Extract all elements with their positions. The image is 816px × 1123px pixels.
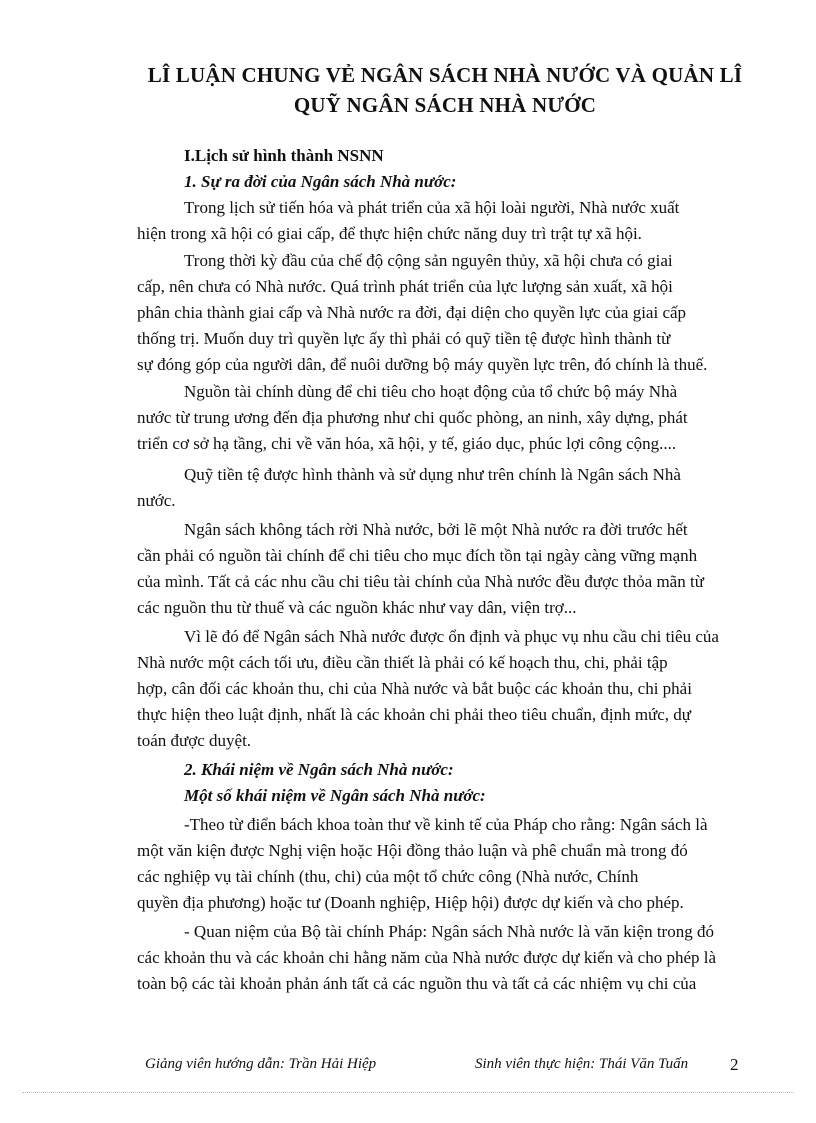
paragraph-line: sự đóng góp của người dân, để nuôi dưỡng bộ máy quyền lực trên, đó chính là thuế. — [137, 355, 708, 374]
paragraph-line: Ngân sách không tách rời Nhà nước, bởi lẽ một Nhà nước ra đời trước hết — [184, 520, 688, 539]
heading-subsection-1: 1. Sự ra đời của Ngân sách Nhà nước: — [184, 172, 457, 191]
footer-instructor: Giảng viên hướng dẫn: Trần Hải Hiệp — [145, 1056, 377, 1072]
page-bottom-divider — [22, 1092, 794, 1093]
paragraph-line: -Theo từ điển bách khoa toàn thư về kinh tế của Pháp cho rằng: Ngân sách là — [184, 815, 708, 834]
paragraph-line: - Quan niệm của Bộ tài chính Pháp: Ngân sách Nhà nước là văn kiện trong đó — [184, 922, 714, 941]
document-title-line-1: LÎ LUẬN CHUNG VẺ NGÂN SÁCH NHÀ NƯỚC VÀ QUẢN LÎ — [147, 63, 743, 87]
paragraph-line: các nghiệp vụ tài chính (thu, chi) của một tổ chức công (Nhà nước, Chính — [137, 867, 639, 886]
paragraph-line: quyền địa phương) hoặc tư (Doanh nghiệp, Hiệp hội) được dự kiến và cho phép. — [137, 893, 684, 912]
paragraph-line: của mình. Tất cả các nhu cầu chi tiêu tài chính của Nhà nước đều được thỏa mãn từ — [137, 572, 704, 591]
page-number: 2 — [730, 1055, 739, 1074]
paragraph-line: một văn kiện được Nghị viện hoặc Hội đồng thảo luận và phê chuẩn mà trong đó — [137, 841, 688, 860]
paragraph-line: Vì lẽ đó để Ngân sách Nhà nước được ổn định và phục vụ nhu cầu chi tiêu của — [184, 627, 719, 646]
paragraph-line: hiện trong xã hội có giai cấp, để thực hiện chức năng duy trì trật tự xã hội. — [137, 224, 642, 243]
paragraph-line: triển cơ sở hạ tầng, chi về văn hóa, xã hội, y tế, giáo dục, phúc lợi công cộng.... — [137, 434, 677, 453]
paragraph-line: Nguồn tài chính dùng để chi tiêu cho hoạt động của tổ chức bộ máy Nhà — [184, 382, 678, 401]
paragraph-line: các nguồn thu từ thuế và các nguồn khác như vay dân, viện trợ... — [137, 598, 577, 617]
paragraph-line: thống trị. Muốn duy trì quyền lực ấy thì phải có quỹ tiền tệ được hình thành từ — [137, 329, 671, 348]
paragraph-line: phân chia thành giai cấp và Nhà nước ra đời, đại diện cho quyền lực của giai cấp — [137, 303, 687, 322]
footer-student: Sinh viên thực hiện: Thái Văn Tuấn — [475, 1056, 689, 1072]
paragraph-line: các khoản thu và các khoản chi hằng năm của Nhà nước được dự kiến và cho phép là — [137, 948, 717, 967]
paragraph-line: Nhà nước một cách tối ưu, điều cần thiết là phải có kế hoạch thu, chi, phải tập — [137, 653, 668, 672]
paragraph-line: nước từ trung ương đến địa phương như chi quốc phòng, an ninh, xây dựng, phát — [137, 408, 688, 427]
document-title-line-2: QUỸ NGÂN SÁCH NHÀ NƯỚC — [293, 93, 597, 117]
paragraph-line: Trong lịch sử tiến hóa và phát triển của xã hội loài người, Nhà nước xuất — [184, 198, 680, 217]
heading-subsection-2-sub: Một số khái niệm về Ngân sách Nhà nước: — [184, 786, 486, 805]
paragraph-line: hợp, cân đối các khoản thu, chi của Nhà nước và bắt buộc các khoản thu, chi phải — [137, 679, 692, 698]
paragraph-line: cần phải có nguồn tài chính để chi tiêu cho mục đích tồn tại ngày càng vững mạnh — [137, 546, 698, 565]
heading-section-1: I.Lịch sử hình thành NSNN — [184, 146, 384, 165]
paragraph-line: thực hiện theo luật định, nhất là các khoản chi phải theo tiêu chuẩn, định mức, dự — [137, 705, 692, 724]
paragraph-line: nước. — [137, 491, 176, 510]
heading-subsection-2: 2. Khái niệm về Ngân sách Nhà nước: — [184, 760, 454, 779]
paragraph-line: toàn bộ các tài khoản phản ánh tất cả các nguồn thu và tất cả các nhiệm vụ chi của — [137, 974, 697, 993]
paragraph-line: Quỹ tiền tệ được hình thành và sử dụng như trên chính là Ngân sách Nhà — [184, 465, 681, 484]
paragraph-line: toán được duyệt. — [137, 731, 252, 750]
paragraph-line: cấp, nên chưa có Nhà nước. Quá trình phát triển của lực lượng sản xuất, xã hội — [137, 277, 673, 296]
paragraph-line: Trong thời kỳ đầu của chế độ cộng sản nguyên thủy, xã hội chưa có giai — [184, 251, 673, 270]
